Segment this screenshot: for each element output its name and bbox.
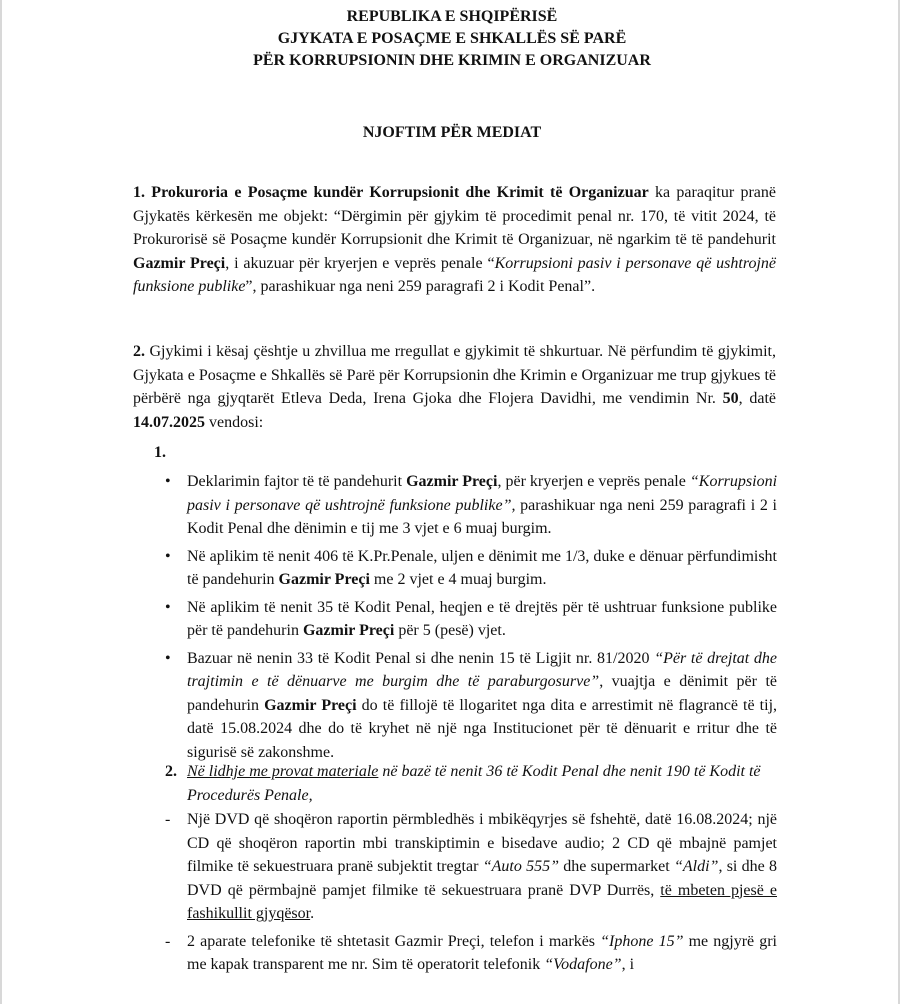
dash-icon: -: [165, 811, 171, 828]
paragraph-2-number: 2.: [133, 343, 145, 360]
list-item: • Bazuar në nenin 33 të Kodit Penal si dhe nenin 15 të Ligjit nr. 81/2020 “Për të drejtat dhe trajtimin e të dënuarve me burgim dhe të paraburgosurve”, vuajtja e dënimit për të pandehurin Gazmir Preçi do të fillojë të llogaritet nga dita e arrestimit në flagrancë të tij, datë 15.08.2024 dhe do të kryhet në një nga Institucionet për të dënuarit e rritur dhe të sigurisë së zakonshme.: [165, 647, 777, 765]
list-item: • Në aplikim të nenit 35 të Kodit Penal, heqjen e të drejtës për të ushtruar funksione publike për të pandehurin Gazmir Preçi për 5 (pesë) vjet.: [165, 596, 777, 643]
decision-number: 50: [722, 390, 739, 407]
header-line-2: GJYKATA E POSAÇME E SHKALLËS SË PARË: [277, 30, 627, 47]
paragraph-2-text-b: , datë: [738, 390, 776, 407]
bullet-icon: •: [165, 649, 171, 667]
paragraph-1-number: 1.: [133, 184, 145, 201]
paragraph-1-text-a: ka paraqitur pranë Gjykatës kërkesën me objekt: “Dërgimin për gjykim të procedimit penal nr. 170, të vitit 2024, të Prokurorisë së Posaçme kundër Korrupsionit dhe Krimit të Organizuar, në ngarkim të të pandehurit: [133, 184, 776, 248]
header-line-1: REPUBLIKA E SHQIPËRISË: [346, 8, 558, 25]
section-2-number: 2.: [165, 763, 177, 780]
decision-date: 14.07.2025: [133, 413, 205, 431]
paragraph-2: [133, 340, 776, 434]
document-title: NJOFTIM PËR MEDIAT: [362, 124, 542, 141]
paragraph-1: [133, 181, 776, 299]
evidence-dash-list: [165, 808, 777, 977]
paragraph-1-text-b: , i akuzuar për kryerjen e veprës penale “: [225, 254, 495, 272]
document-header: [2, 6, 900, 72]
dash-icon: -: [165, 932, 171, 950]
defendant-name: Gazmir Preçi: [133, 254, 226, 272]
verdict-bullet-list: [165, 470, 777, 764]
section-2-text: në bazë të nenit 36 të Kodit Penal dhe nenit 190 të Kodit të Procedurës Penale,: [187, 763, 761, 804]
offense-title: Korrupsioni pasiv i personave që ushtrojnë funksione publike: [133, 254, 776, 295]
section-2-underlined: Në lidhje me provat materiale: [187, 763, 379, 780]
bullet-icon: •: [165, 473, 171, 490]
list-item: • Në aplikim të nenit 406 të K.Pr.Penale, uljen e dënimit me 1/3, duke e dënuar përfundimisht të pandehurin Gazmir Preçi me 2 vjet e 4 muaj burgim.: [165, 545, 777, 592]
list-item: - 2 aparate telefonike të shtetasit Gazmir Preçi, telefon i markës “Iphone 15” me ngjyrë gri me kapak transparent me nr. Sim të operatorit telefonik “Vodafone”, i: [165, 930, 777, 977]
bullet-icon: •: [165, 598, 171, 616]
list-item: • Deklarimin fajtor të të pandehurit Gazmir Preçi, për kryerjen e veprës penale “Korrupsioni pasiv i personave që ushtrojnë funksione publike”, parashikuar nga neni 259 paragrafi i 2 i Kodit Penal dhe dënimin e tij me 3 vjet e 6 muaj burgim.: [165, 470, 777, 541]
header-line-3: PËR KORRUPSIONIN DHE KRIMIN E ORGANIZUAR: [253, 52, 651, 69]
list-item: - Një DVD që shoqëron raportin përmbledhës i mbikëqyrjes së fshehtë, datë 16.08.2024; një CD që shoqëron raportin mbi transkiptimin e bisedave audio; 2 CD që mbajnë pamjet filmike të sekuestruara pranë subjektit tregtar “Auto 555” dhe supermarket “Aldi”, si dhe 8 DVD që përmbajnë pamjet filmike të sekuestruara pranë DVP Durrës, të mbeten pjesë e fashikullit gjyqësor.: [165, 808, 777, 926]
bullet-icon: •: [165, 547, 171, 565]
paragraph-1-lead: Prokuroria e Posaçme kundër Korrupsionit dhe Krimit të Organizuar: [151, 184, 649, 201]
paragraph-2-text-c: vendosi:: [205, 413, 264, 431]
section-1-number: 1.: [154, 444, 166, 461]
section-2-heading: [165, 760, 777, 807]
paragraph-1-text-c: ”, parashikuar nga neni 259 paragrafi 2 i Kodit Penal”.: [245, 278, 596, 295]
paragraph-2-text-a: Gjykimi i kësaj çështje u zhvillua me rregullat e gjykimit të shkurtuar. Në përfundim të gjykimit, Gjykata e Posaçme e Shkallës së Parë për Korrupsionin dhe Krimin e Organizuar me trup gjykues të përbërë nga gjyqtarët Etleva Deda, Irena Gjoka dhe Flojera Davidhi, me vendimin Nr.: [133, 343, 776, 407]
